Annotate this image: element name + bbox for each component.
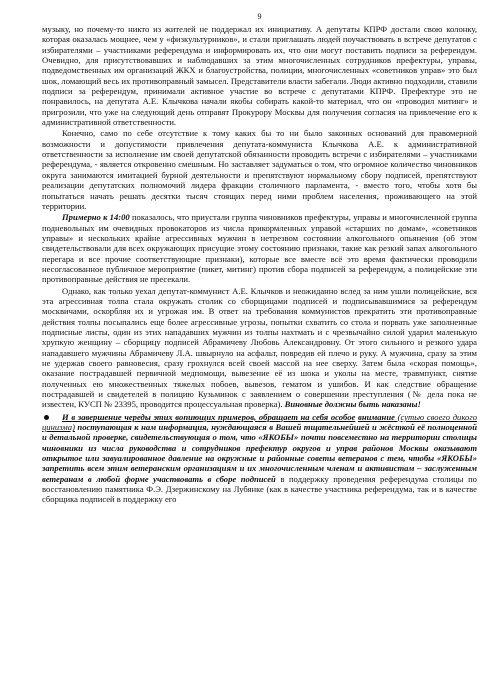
paragraph-2: Конечно, само по себе отсутствие к тому каких бы то ни было законных оснований для правомерной возможности и допустимости привлечения депутата-коммуниста Клычкова А.Е. к административной ответственности за исполнение им своей депутатской обязанности проводить встречи с избирателями – участниками референдума, - является откровенно смешным. Но заставляет задуматься о том, что огромное количество чиновников округа занимаются имитацией бурной деятельности и препятствуют нормальному сбору подписей, препятствуют реализации депутатских полномочий лидера фракции столичного парламента, - вместо того, чтобы хотя бы попытаться начать решать десятки тысяч стоящих перед ними проблем населения, проживающего на этой территории. [42,128,477,211]
bullet-body: поступающая к нам информация, нуждающаяся в Вашей тщательнейшей и жёсткой её полноценной и детальной проверке, свидетельствующая о том, что «ЯКОБЫ» почти повсеместно на территории столицы чиновники из числа руководства и сотрудников префектур округов и управ районов Москвы оказывают открытое или завуалированное давление на окружные и районные советы ветеранов с тем, чтобы «ЯКОБЫ» запретить всем этим ветеранским организациям и их многочисленным членам и активистам – заслуженным ветеранам в любой форме участвовать в сборе подписей [42,422,477,484]
paragraph-1: музыку, но почему-то никто из жителей не поддержал их инициативу. А депутаты КПРФ достали свою колонку, которая оказалась мощнее, чем у «физкультурников», и стали приглашать людей поучаствовать в встрече депутатов с избирателями – участниками референдума и информировать их, что они могут поставить подписи за референдум. Очевидно, для присутствовавших и наблюдавших за этим многочисленных сотрудников префектуры, управы, подведомственных им организаций ЖКХ и благоустройства, полиции, многочисленных «советников управ» это был шок, ломающий весь их противоправный замысел. Представители власти забегали. Люди активно подходили, ставили подписи за референдум, принимали активное участие во встрече с депутатами КПРФ. Префектуре это не понравилось, на депутата А.Е. Клычкова начали якобы собирать какой-то материал, что он «проводил митинг» и пригрозили, что уже на следующий день отправят Прокурору Москвы для получения согласия на привлечение его к административной ответственности. [42,24,477,128]
paragraph-4 [42,286,477,410]
bullet-icon [44,415,49,420]
bullet-emphasis: внимание [357,411,395,422]
paragraph-3-lead: Примерно к 14:00 [62,212,130,223]
paragraph-4-body: Однако, как только уехал депутат-коммунист А.Е. Клычков и неожиданно вслед за ним ушли полицейские, вся эта агрессивная толпа стала окружать столик со сборщицами подписей и подписывавшимися за референдум москвичами, оскорбляя их и угрожая им. В ответ на требования коммунистов прекратить эти противоправные действия толпы посыпались еще более агрессивные угрозы, попытки схватить со стола и порвать уже заполненные подписные листы, один из этих нападавших мужчин из толпы нахтмать и с чрезвычайно силой ударил маленькую хрупкую женщину – сборщицу подписей Абрамичеву Любовь Александровну. От этого сильного и резкого удара нападавшего мужчины Абрамичеву Л.А. швырнуло на асфальт, повредив ей плечо и руку. А мужчина, сразу за этим не удержав своего равновесия, сразу грохнулся всей своей массой на нее сверху. Затем была «скорая помощь», оказание пострадавшей первичной медпомощи, вывезение её из шока и уколы на месте, травмпункт, снятие полученных ею множественных тяжелых побоев, вывезов, гематом и ушибов. И как следствие обращение пострадавшей и свидетелей в полицию Кузьминок с заявлением о совершении преступления (№ дела пока не известен, КУСП № 23395, проводится процессуальная проверка). [42,285,477,410]
paragraph-3-body: показалось, что приустали группа чиновников префектуры, управы и многочисленной группа подневольных им очевидных провокаторов из числа прикормленных управой «старших по домам», «советников управы» и нескольких крайне агрессивных мужчин в нетрезвом состоянии алкогольного опьянения (об этом свидетельствовали для всех окружающих присущие этому состоянию признаки, такие как резкий запах алкогольного перегара и все прочие соответствующие признаки), которые все вместе всё это время фактически проводили несогласованное публичное мероприятие (пикет, митинг) против сбора подписей за референдум, а полицейские эти противоправные действия не пресекали. [42,212,478,285]
page-number: 9 [257,12,262,21]
paragraph-3 [42,212,477,284]
bullet-tail: в поддержку проведения референдума столицы по восстановлению памятника Ф.Э. Дзержинскому на Лубянке (как в качестве участника референдума, так и в качестве сборщика подписей в поддержку его [42,473,477,505]
bullet-intro: И в завершение череды этих вопиющих примеров, обращает на себя особое [62,411,356,422]
bullet-parenthetical: (сутью своего дикого цинизма) [42,411,477,433]
paragraph-4-conclusion: Виновные должны быть наказаны! [284,399,421,410]
bullet-paragraph [42,412,477,505]
